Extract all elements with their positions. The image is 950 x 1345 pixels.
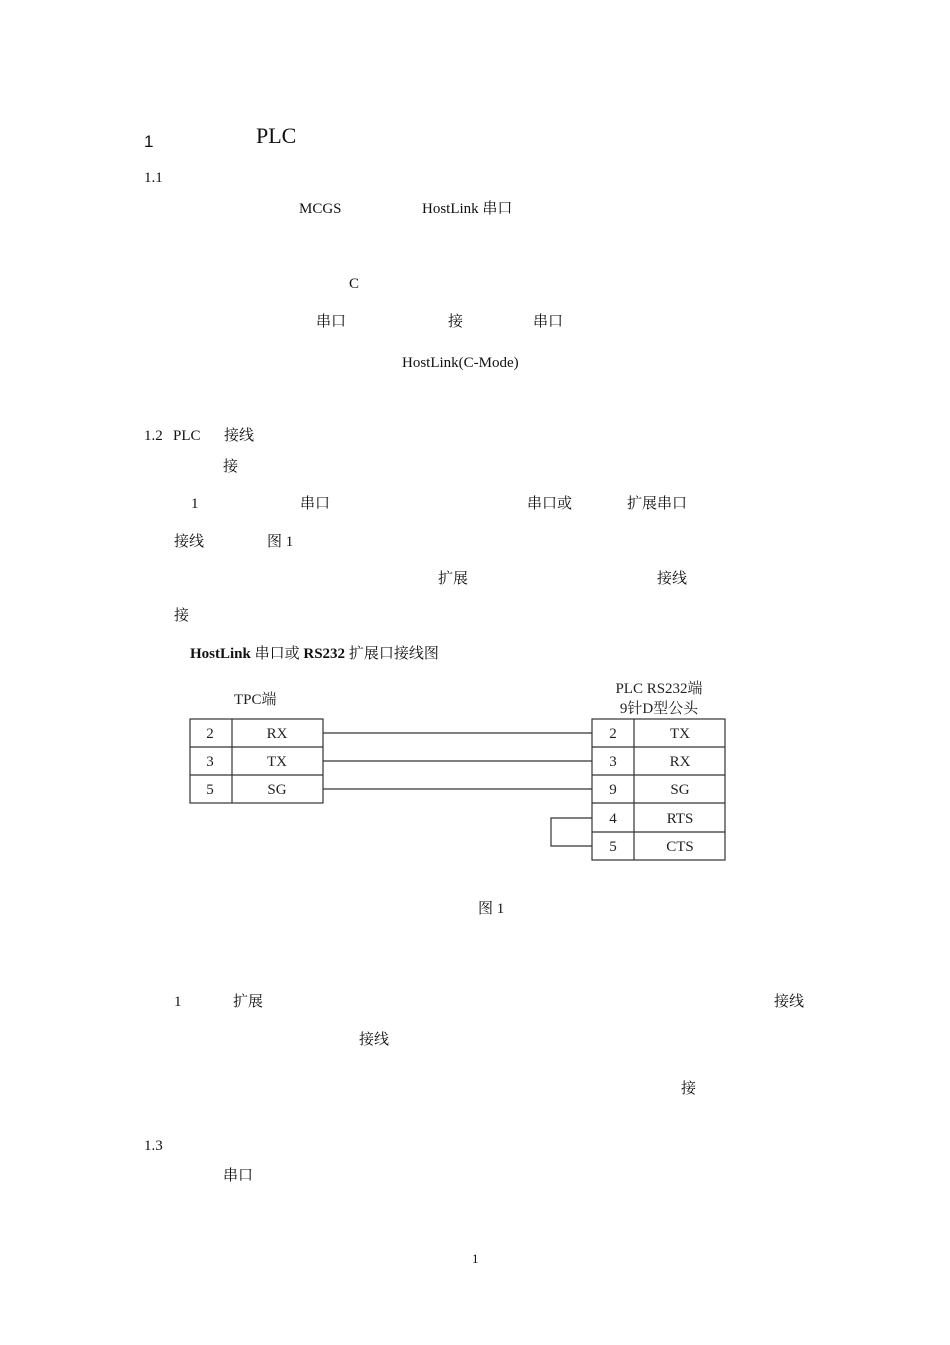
text-hostlink-cmode: HostLink(C-Mode) [402,355,519,371]
text-c: C [349,276,360,292]
plc-pin-4: 4 [609,811,617,827]
section-number-1-2: 1.2 [144,428,163,444]
section-title-wiring: 接线 [224,428,255,444]
plc-pin-2: 3 [609,754,617,770]
text-serial-or: 串口或 [527,496,573,512]
section-title-plc: PLC [173,428,201,444]
plc-signal-5: CTS [666,839,694,855]
wire-rts-cts-loop [551,818,592,846]
tpc-title: TPC端 [234,692,277,708]
text-one: 1 [191,496,199,512]
text-fig-ref: 图 1 [267,534,294,550]
text-connect-1: 接 [448,314,464,330]
text-one-2: 1 [174,994,182,1010]
text-connect-3: 接 [174,608,190,624]
tpc-table-border [190,719,323,803]
tpc-pin-1: 2 [206,726,214,742]
plc-pin-5: 5 [609,839,617,855]
heading-title: PLC [256,123,297,148]
figure-caption: HostLink 串口或 RS232 扩展口接线图 [190,646,439,662]
figure-label: 图 1 [478,901,505,917]
plc-title-1: PLC RS232端 [615,681,703,697]
plc-pin-3: 9 [609,782,617,798]
text-ext-serial: 扩展串口 [627,496,688,512]
page-number: 1 [472,1251,479,1266]
section-number-1-3: 1.3 [144,1138,163,1154]
plc-table-border [592,719,725,860]
text-wiring-4: 接线 [359,1032,390,1048]
text-hostlink-serial: HostLink 串口 [422,201,513,217]
tpc-signal-2: TX [267,754,287,770]
heading-number: 1 [144,132,154,151]
plc-signal-3: SG [670,782,690,798]
text-wiring-1: 接线 [174,534,205,550]
plc-signal-2: RX [669,754,691,770]
text-wiring-3: 接线 [774,994,805,1010]
tpc-pin-3: 5 [206,782,214,798]
plc-title-2: 9针D型公头 [619,701,699,717]
text-expand-2: 扩展 [233,994,264,1010]
text-serial-1: 串口 [316,314,347,330]
tpc-pin-2: 3 [206,754,214,770]
text-expand: 扩展 [438,571,469,587]
text-serial-4: 串口 [223,1168,254,1184]
plc-pin-1: 2 [609,726,617,742]
text-serial-2: 串口 [533,314,564,330]
text-connect-4: 接 [681,1081,697,1097]
plc-signal-1: TX [670,726,690,742]
text-connect-2: 接 [223,459,239,475]
tpc-signal-3: SG [267,782,287,798]
text-wiring-2: 接线 [657,571,688,587]
text-serial-3: 串口 [300,496,331,512]
section-number-1-1: 1.1 [144,170,163,186]
tpc-signal-1: RX [266,726,288,742]
plc-signal-4: RTS [666,811,694,827]
text-mcgs: MCGS [299,201,342,217]
